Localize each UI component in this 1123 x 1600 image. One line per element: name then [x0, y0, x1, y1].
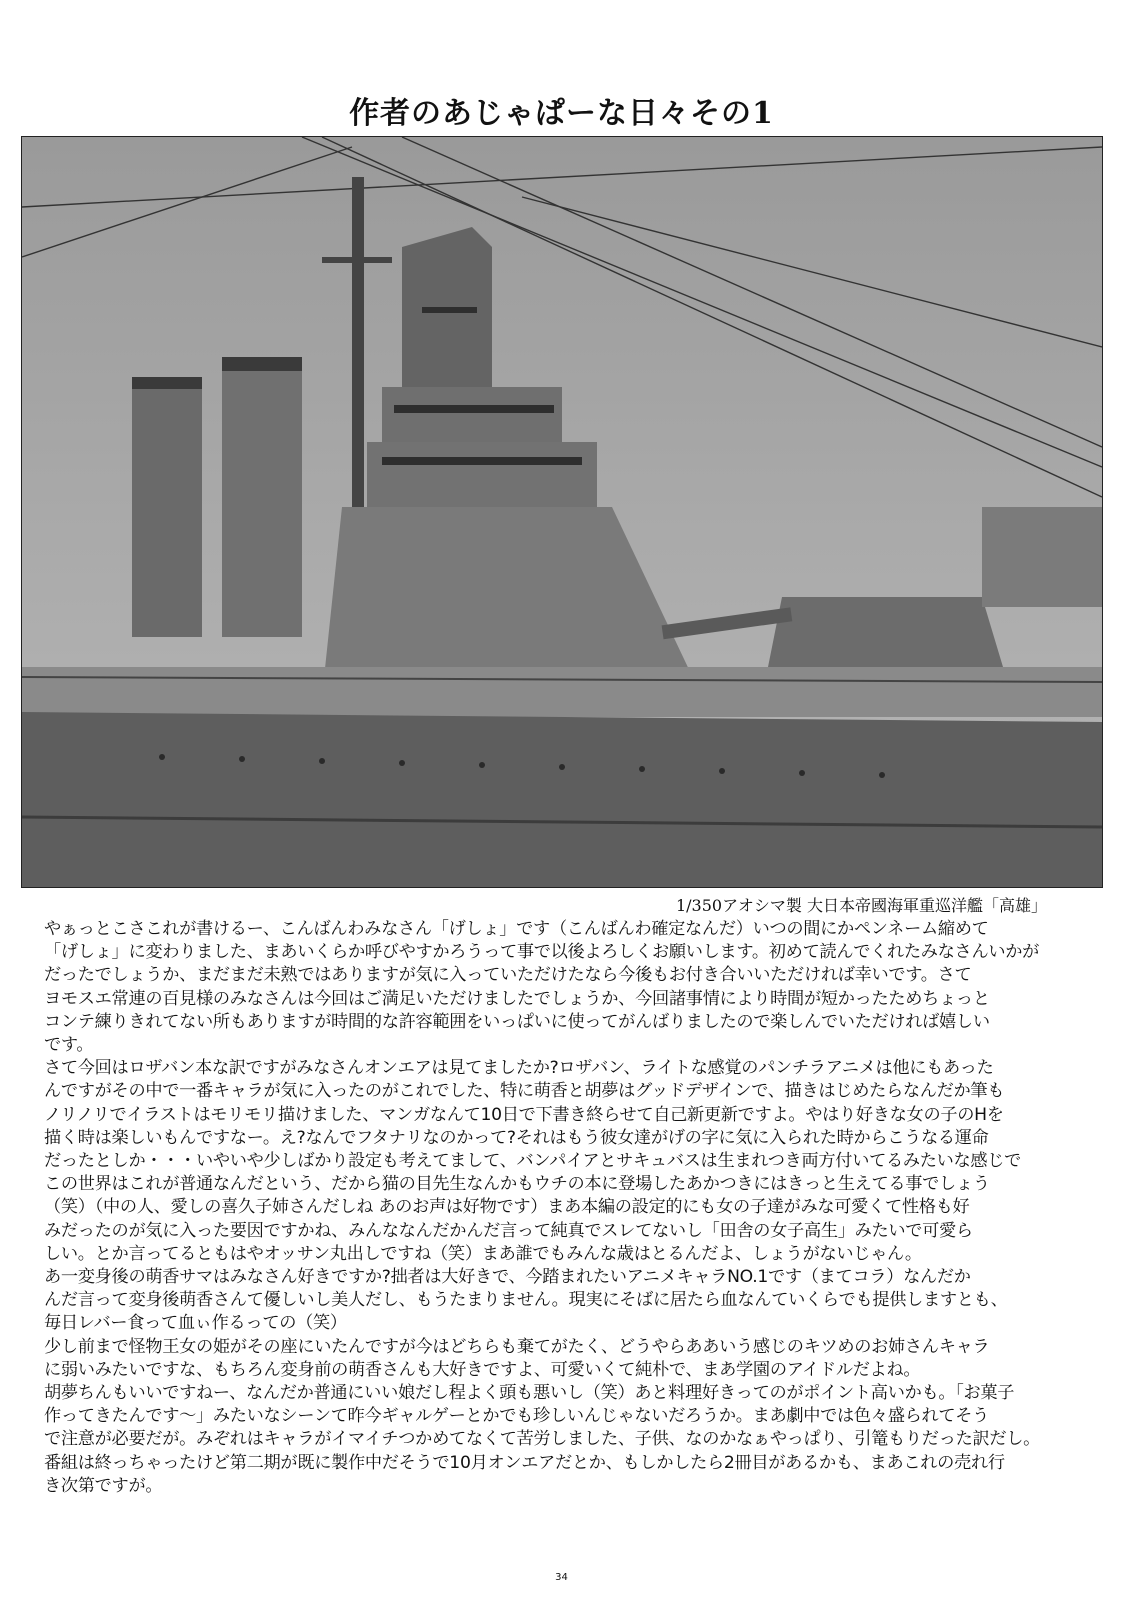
body-line: （笑）（中の人、愛しの喜久子姉さんだしね あのお声は好物です）まあ本編の設定的にも女の子達がみな可愛くて性格も好: [44, 1197, 970, 1218]
body-line: さて今回はロザバン本な訳ですがみなさんオンエアは見てましたか?ロザバン、ライトな感覚のパンチラアニメは他にもあった: [44, 1058, 994, 1079]
body-line: 描く時は楽しいもんですなー。え?なんでフタナリなのかって?それはもう彼女達がげの字に気に入られた時からこうなる運命: [44, 1127, 989, 1148]
body-line: で注意が必要だが。みぞれはキャラがイマイチつかめてなくて苦労しました、子供、なのかなぁやっぱり、引篭もりだった訳だし。: [44, 1429, 1041, 1450]
body-line: です。: [44, 1035, 94, 1056]
body-line: ヨモスエ常連の百見様のみなさんは今回はご満足いただけましたでしょうか、今回諸事情により時間が短かったためちょっと: [44, 988, 990, 1009]
body-line: ノリノリでイラストはモリモリ描けました、マンガなんて10日で下書き終らせて自己新更新ですよ。やはり好きな女の子のHを: [44, 1104, 1004, 1125]
body-line: 番組は終っちゃったけど第二期が既に製作中だそうで10月オンエアだとか、もしかしたら2冊目があるかも、まあこれの売れ行: [44, 1452, 1005, 1473]
body-line: みだったのが気に入った要因ですかね、みんななんだかんだ言って純真でスレてないし「田舎の女子高生」みたいで可愛ら: [44, 1220, 973, 1241]
body-line: き次第ですが。: [44, 1475, 163, 1496]
body-line: あ一変身後の萌香サマはみなさん好きですか?拙者は大好きで、今踏まれたいアニメキャラNO.1です（まてコラ）なんだか: [44, 1267, 971, 1288]
body-line: だったとしか・・・いやいや少しばかり設定も考えてまして、バンパイアとサキュバスは生まれつき両方付いてるみたいな感じで: [44, 1151, 1022, 1172]
body-line: 胡夢ちんもいいですねー、なんだか普通にいい娘だし程よく頭も悪いし（笑）あと料理好きってのがポイント高いかも。「お菓子: [44, 1383, 1015, 1404]
body-line: この世界はこれが普通なんだという、だから猫の目先生なんかもウチの本に登場したあかつきにはきっと生えてる事でしょう: [44, 1174, 990, 1195]
body-line: んですがその中で一番キャラが気に入ったのがこれでした、特に萌香と胡夢はグッドデザインで、描きはじめたらなんだか筆も: [44, 1081, 1005, 1102]
essay-body: [44, 918, 1094, 1498]
photo-caption: 1/350アオシマ製 大日本帝國海軍重巡洋艦「高雄」: [675, 896, 1047, 915]
body-line: 「げしょ」に変わりました、まあいくらか呼びやすかろうって事で以後よろしくお願いします。初めて読んでくれたみなさんいかが: [44, 942, 1039, 963]
body-line: やぁっとこさこれが書けるー、こんばんわみなさん「げしょ」です（こんばんわ確定なんだ）いつの間にかペンネーム縮めて: [44, 919, 989, 939]
body-line: 作ってきたんです〜」みたいなシーンて昨今ギャルゲーとかでも珍しいんじゃないだろうか。まあ劇中では色々盛られてそう: [44, 1406, 990, 1427]
body-line: しい。とか言ってるともはやオッサン丸出しですね（笑）まあ誰でもみんな歳はとるんだよ、しょうがないじゃん。: [44, 1243, 922, 1264]
body-line: コンテ練りきれてない所もありますが時間的な許容範囲をいっぱいに使ってがんばりましたので楽しんでいただければ嬉しい: [44, 1011, 990, 1032]
warship-model-photo: [21, 136, 1103, 888]
body-line: 毎日レバー食って血ぃ作るっての（笑）: [44, 1313, 347, 1334]
page-number: 34: [555, 1572, 568, 1583]
warship-illustration: [22, 137, 1102, 887]
body-line: に弱いみたいですな、もちろん変身前の萌香さんも大好きですよ、可愛いくて純朴で、まあ学園のアイドルだよね。: [44, 1359, 921, 1380]
page-title: 作者のあじゃぱーな日々その1: [349, 96, 774, 131]
body-line: んだ言って変身後萌香さんて優しいし美人だし、もうたまりません。現実にそばに居たら血なんていくらでも提供しますとも、: [44, 1290, 1008, 1311]
body-line: 少し前まで怪物王女の姫がその座にいたんですが今はどちらも棄てがたく、どうやらああいう感じのキツめのお姉さんキャラ: [44, 1336, 990, 1357]
body-line: だったでしょうか、まだまだ未熟ではありますが気に入っていただけたなら今後もお付き合いいただければ幸いです。さて: [44, 965, 972, 986]
